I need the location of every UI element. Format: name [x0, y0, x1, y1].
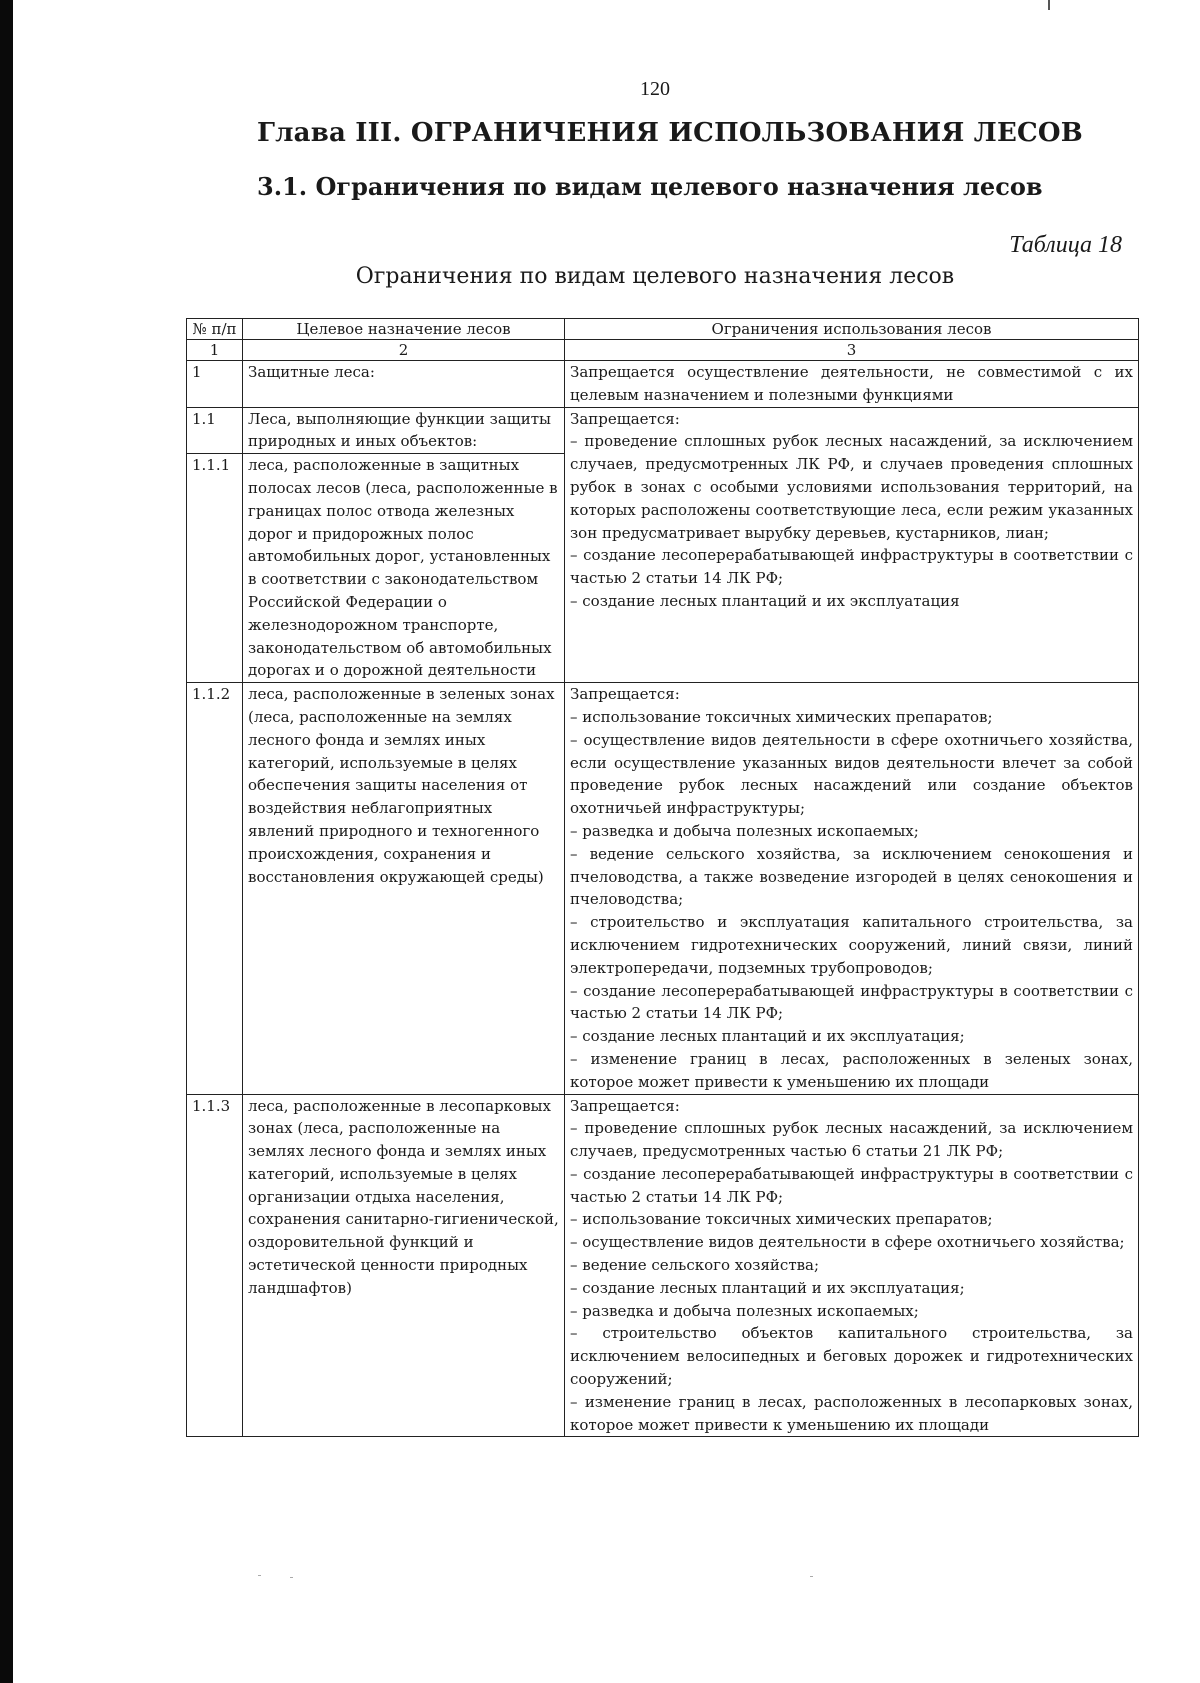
limit-item: – создание лесоперерабатывающей инфраструктуры в соответствии с частью 2 статьи 14 ЛК РФ;: [570, 981, 1133, 1023]
row-number: 1: [187, 361, 243, 408]
limit-item: – проведение сплошных рубок лесных насаждений, за исключением случаев, предусмотренных частью 6 статьи 21 ЛК РФ;: [570, 1119, 1133, 1161]
section-title: 3.1. Ограничения по видам целевого назначения лесов: [257, 172, 1043, 201]
purpose-cell: леса, расположенные в зеленых зонах (леса, расположенные на землях лесного фонда и землях иных категорий, используемые в целях обеспечения защиты населения от воздействия неблагоприятных явлений природного и техногенного происхождения, сохранения и восстановления окружающей среды): [243, 683, 565, 1094]
limit-item: – создание лесоперерабатывающей инфраструктуры в соответствии с частью 2 статьи 14 ЛК РФ;: [570, 1164, 1133, 1206]
page-number: 120: [640, 78, 670, 100]
table-row: [187, 361, 1139, 408]
purpose-cell: Леса, выполняющие функции защиты природных и иных объектов:: [243, 407, 565, 454]
restrictions-table: [186, 318, 1139, 1437]
table-label: Таблица 18: [1009, 232, 1122, 258]
limit-item: – разведка и добыча полезных ископаемых;: [570, 821, 919, 840]
scan-edge: [0, 0, 13, 1683]
chapter-title: Глава III. ОГРАНИЧЕНИЯ ИСПОЛЬЗОВАНИЯ ЛЕСОВ: [257, 118, 1083, 148]
table-row: [187, 407, 1139, 454]
limit-item: – ведение сельского хозяйства, за исключением сенокошения и пчеловодства, а также возведение изгородей в целях сенокошения и пчеловодства;: [570, 844, 1133, 909]
purpose-cell: леса, расположенные в лесопарковых зонах (леса, расположенные на землях лесного фонда и землях иных категорий, используемые в целях организации отдыха населения, сохранения санитарно-гигиенической, оздоровительной функций и эстетической ценности природных ландшафтов): [243, 1094, 565, 1437]
limit-item: – создание лесоперерабатывающей инфраструктуры в соответствии с частью 2 статьи 14 ЛК РФ;: [570, 546, 1133, 588]
limit-item: Запрещается:: [570, 1096, 680, 1115]
scan-noise: [250, 1575, 1050, 1579]
column-number-row: [187, 340, 1139, 361]
limit-item: – создание лесных плантаций и их эксплуатация;: [570, 1027, 965, 1046]
table-row: [187, 683, 1139, 1094]
limit-item: – осуществление видов деятельности в сфере охотничьего хозяйства;: [570, 1233, 1125, 1252]
limits-cell: [565, 407, 1139, 683]
column-number: 1: [187, 340, 243, 361]
scan-speck: [290, 1577, 293, 1578]
limit-item: – проведение сплошных рубок лесных насаждений, за исключением случаев, предусмотренных ЛК РФ, и случаев проведения сплошных рубок в зонах с особыми условиями использования территорий, на которых расположены соответствующие леса, если режим указанных зон предусматривает вырубку деревьев, кустарников, лиан;: [570, 432, 1133, 542]
limit-item: Запрещается:: [570, 685, 680, 704]
limits-cell: [565, 683, 1139, 1094]
table-row: [187, 1094, 1139, 1437]
purpose-cell: леса, расположенные в защитных полосах лесов (леса, расположенные в границах полос отвода железных дорог и придорожных полос автомобильных дорог, установленных в соответствии с законодательством Российской Федерации о железнодорожном транспорте, законодательством об автомобильных дорогах и о дорожной деятельности: [243, 454, 565, 683]
limit-item: Запрещается осуществление деятельности, не совместимой с их целевым назначением и полезными функциями: [570, 363, 1133, 404]
limit-item: – использование токсичных химических препаратов;: [570, 707, 993, 726]
limit-item: – разведка и добыча полезных ископаемых;: [570, 1301, 919, 1320]
scan-speck: [258, 1575, 261, 1576]
limits-cell: [565, 361, 1139, 408]
table-caption: Ограничения по видам целевого назначения лесов: [355, 264, 955, 289]
column-number: 3: [565, 340, 1139, 361]
header-number: № п/п: [187, 319, 243, 340]
limit-item: – создание лесных плантаций и их эксплуатация;: [570, 1278, 965, 1297]
row-number: 1.1.3: [187, 1094, 243, 1437]
table-header-row: [187, 319, 1139, 340]
scan-speck: [810, 1576, 813, 1577]
row-number: 1.1: [187, 407, 243, 454]
row-number: 1.1.1: [187, 454, 243, 683]
limit-item: – строительство и эксплуатация капитального строительства, за исключением гидротехнических сооружений, линий связи, линий электропередачи, подземных трубопроводов;: [570, 913, 1133, 977]
purpose-cell: Защитные леса:: [243, 361, 565, 408]
row-number: 1.1.2: [187, 683, 243, 1094]
limit-item: – использование токсичных химических препаратов;: [570, 1210, 993, 1229]
scan-mark: [1048, 0, 1050, 10]
limit-item: – создание лесных плантаций и их эксплуатация: [570, 591, 960, 610]
limit-item: – осуществление видов деятельности в сфере охотничьего хозяйства, если осуществление указанных видов деятельности влечет за собой проведение рубок лесных насаждений или создание объектов охотничьей инфраструктуры;: [570, 730, 1133, 818]
header-limits: Ограничения использования лесов: [565, 319, 1139, 340]
limits-cell: [565, 1094, 1139, 1437]
header-purpose: Целевое назначение лесов: [243, 319, 565, 340]
limit-item: – строительство объектов капитального строительства, за исключением велосипедных и беговых дорожек и гидротехнических сооружений;: [570, 1324, 1133, 1389]
column-number: 2: [243, 340, 565, 361]
limit-item: – изменение границ в лесах, расположенных в зеленых зонах, которое может привести к уменьшению их площади: [570, 1049, 1133, 1091]
limit-item: – изменение границ в лесах, расположенных в лесопарковых зонах, которое может привести к уменьшению их площади: [570, 1392, 1133, 1434]
limit-item: Запрещается:: [570, 409, 680, 428]
limit-item: – ведение сельского хозяйства;: [570, 1256, 820, 1275]
